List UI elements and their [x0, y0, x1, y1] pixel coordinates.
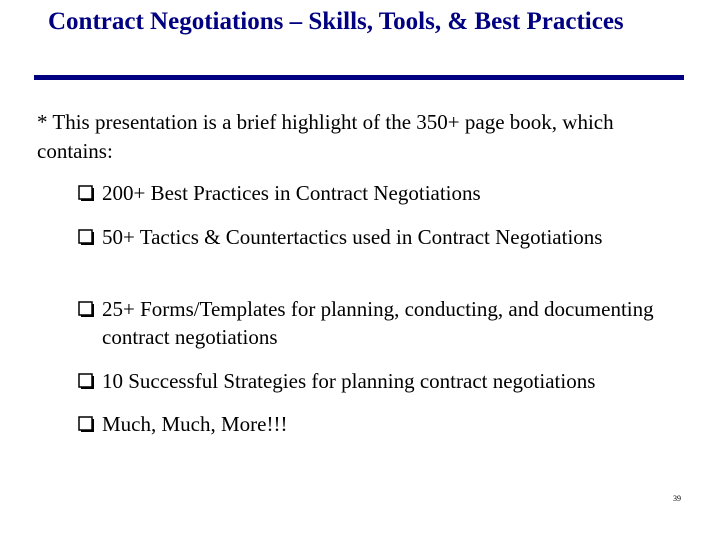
checkbox-icon	[78, 416, 94, 432]
checkbox-icon	[78, 185, 94, 201]
bullet-text: 50+ Tactics & Countertactics used in Contract Negotiations	[102, 225, 603, 249]
checkbox-icon	[78, 229, 94, 245]
checkbox-icon	[78, 373, 94, 389]
bullet-text: 25+ Forms/Templates for planning, conducting, and documenting contract negotiations	[102, 297, 654, 349]
list-item	[78, 223, 688, 251]
list-item	[78, 179, 688, 207]
bullet-text: 200+ Best Practices in Contract Negotiations	[102, 181, 481, 205]
slide-title: Contract Negotiations – Skills, Tools, & Best Practices	[48, 8, 624, 35]
title-underline-rule	[34, 75, 684, 80]
list-item	[78, 410, 688, 438]
intro-text: * This presentation is a brief highlight of the 350+ page book, which contains:	[37, 110, 614, 163]
list-item	[78, 295, 688, 351]
checkbox-icon	[78, 301, 94, 317]
bullet-text: 10 Successful Strategies for planning contract negotiations	[102, 369, 596, 393]
bullet-text: Much, Much, More!!!	[102, 412, 288, 436]
list-item	[78, 367, 688, 395]
page-number: 39	[673, 494, 681, 503]
